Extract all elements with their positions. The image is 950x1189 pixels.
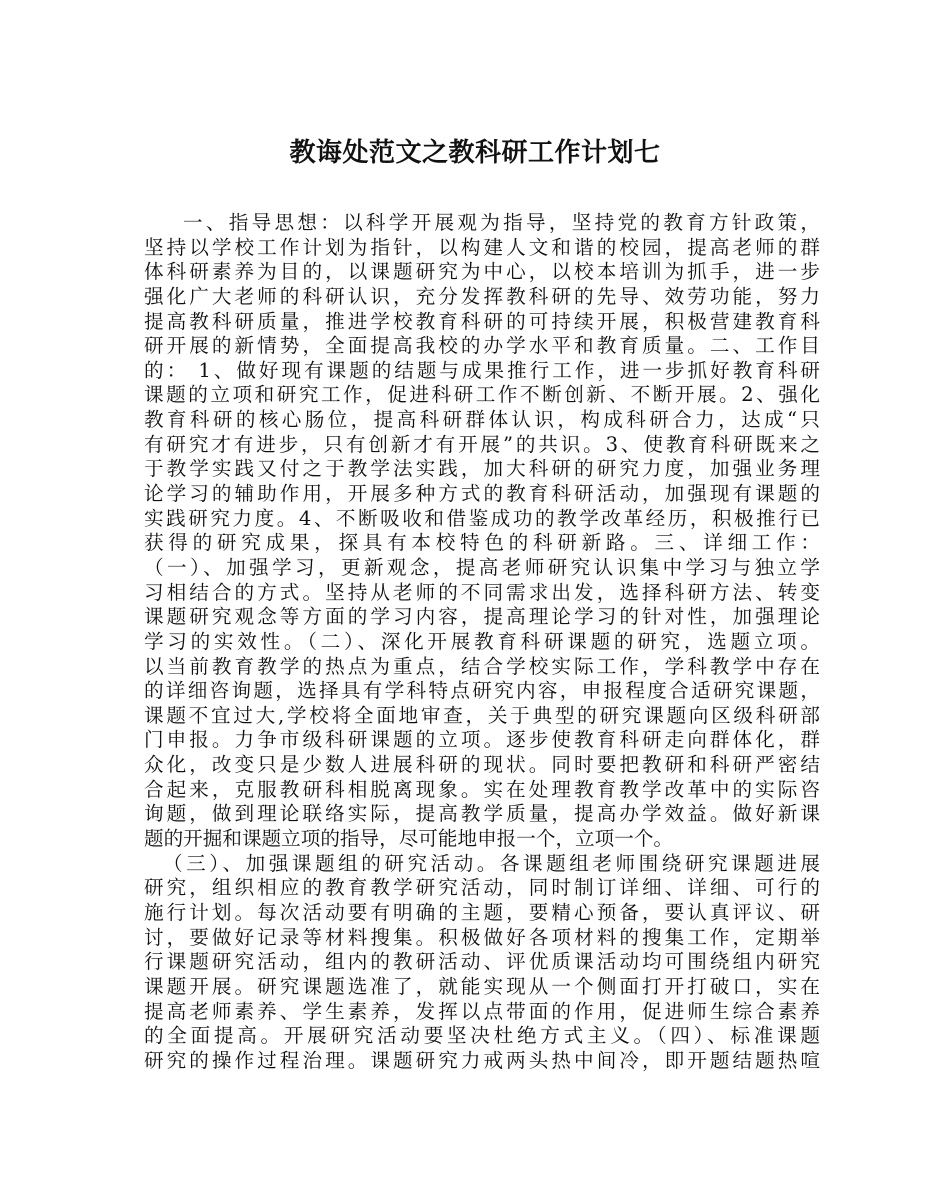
body-line: 强化广大老师的科研认识，充分发挥教科研的先导、效劳功能，努力: [144, 284, 820, 308]
body-line: 题的开掘和课题立项的指导，尽可能地申报一个，立项一个。: [144, 827, 674, 851]
body-line: 课题不宜过大,学校将全面地审查，关于典型的研究课题向区级科研部: [144, 703, 820, 727]
body-line: 一、指导思想：以科学开展观为指导，坚持党的教育方针政策，: [183, 211, 820, 234]
body-line: 课题开展。研究课题选准了，就能实现从一个侧面打开打破口，实在: [144, 974, 820, 998]
body-line: 的全面提高。开展研究活动要坚决杜绝方式主义。（四）、标准课题: [144, 1024, 820, 1048]
body-line: 坚持以学校工作计划为指针，以构建人文和谐的校园，提高老师的群: [144, 235, 820, 259]
body-line: 课题的立项和研究工作，促进科研工作不断创新、不断开展。2、强化: [144, 383, 820, 407]
body-line: 于教学实践又付之于教学法实践，加大科研的研究力度，加强业务理: [144, 457, 820, 481]
body-line: 研究，组织相应的教育教学研究活动，同时制订详细、详细、可行的: [144, 876, 820, 900]
body-line: 施行计划。每次活动要有明确的主题，要精心预备，要认真评议、研: [144, 900, 820, 924]
body-line: 以当前教育教学的热点为重点，结合学校实际工作，学科教学中存在: [144, 654, 820, 678]
body-line: 教育科研的核心肠位，提高科研群体认识，构成科研合力，达成“只: [144, 408, 820, 432]
body-line: 体科研素养为目的，以课题研究为中心，以校本培训为抓手，进一步: [144, 260, 820, 284]
body-line: 研究的操作过程治理。课题研究力戒两头热中间冷，即开题结题热喧: [144, 1048, 820, 1072]
body-line: 行课题研究活动，组内的教研活动、评优质课活动均可围绕组内研究: [144, 950, 820, 974]
body-line: 获得的研究成果，探具有本校特色的科研新路。三、详细工作：: [144, 531, 820, 555]
body-line: 众化，改变只是少数人进展科研的现状。同时要把教研和科研严密结: [144, 753, 820, 777]
body-line: 询题，做到理论联络实际，提高教学质量，提高办学效益。做好新课: [144, 802, 820, 826]
body-line: 的： 1、做好现有课题的结题与成果推行工作，进一步抓好教育科研: [144, 358, 820, 382]
document-title: 教诲处范文之教科研工作计划七: [289, 138, 661, 168]
body-line: 讨，要做好记录等材料搜集。积极做好各项材料的搜集工作，定期举: [144, 925, 820, 949]
body-line: 课题研究观念等方面的学习内容，提高理论学习的针对性，加强理论: [144, 605, 820, 629]
body-line: 习相结合的方式。坚持从老师的不同需求出发，选择科研方法、转变: [144, 580, 820, 604]
body-line: 合起来，克服教研科相脱离现象。实在处理教育教学改革中的实际咨: [144, 777, 820, 801]
body-line: 论学习的辅助作用，开展多种方式的教育科研活动，加强现有课题的: [144, 482, 820, 506]
body-line: 的详细咨询题，选择具有学科特点研究内容，申报程度合适研究课题，: [144, 679, 820, 703]
body-line: （一）、加强学习，更新观念，提高老师研究认识集中学习与独立学: [144, 555, 820, 579]
body-line: 学习的实效性。（二）、深化开展教育科研课题的研究，选题立项。: [144, 629, 820, 653]
document-body: [144, 211, 820, 1073]
body-line: 有研究才有进步，只有创新才有开展”的共识。3、使教育科研既来之: [144, 432, 820, 456]
body-line: 实践研究力度。4、不断吸收和借鉴成功的教学改革经历，积极推行已: [144, 506, 820, 530]
body-line: 提高老师素养、学生素养，发挥以点带面的作用，促进师生综合素养: [144, 999, 820, 1023]
body-line: （三）、加强课题组的研究活动。各课题组老师围绕研究课题进展: [163, 851, 820, 875]
body-line: 研开展的新情势，全面提高我校的办学水平和教育质量。二、工作目: [144, 334, 820, 358]
body-line: 门申报。力争市级科研课题的立项。逐步使教育科研走向群体化，群: [144, 728, 820, 752]
body-line: 提高教科研质量，推进学校教育科研的可持续开展，积极营建教育科: [144, 309, 820, 333]
